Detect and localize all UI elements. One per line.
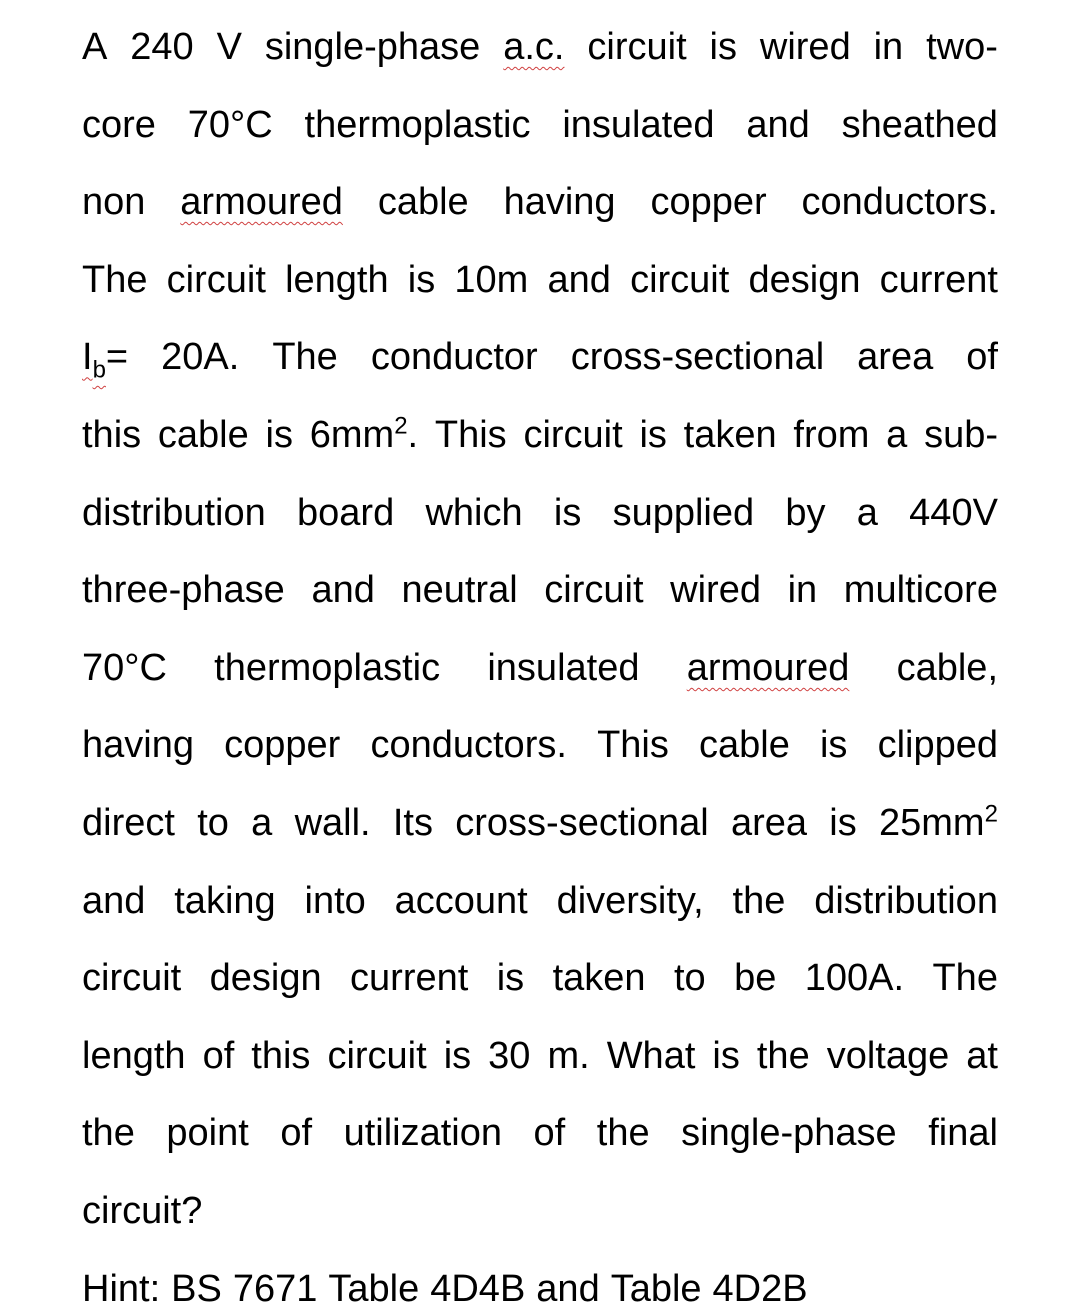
word bbox=[571, 332, 824, 382]
word bbox=[748, 255, 860, 305]
word-text: which bbox=[425, 491, 523, 534]
word-text: 240 bbox=[130, 26, 194, 68]
word bbox=[670, 565, 761, 615]
word bbox=[217, 22, 242, 72]
word-text: of bbox=[202, 1034, 235, 1077]
word-text: circuit bbox=[166, 258, 266, 301]
word-text: V bbox=[216, 26, 242, 68]
word bbox=[82, 332, 128, 382]
word-text: by bbox=[785, 491, 826, 534]
text-line bbox=[82, 643, 998, 693]
word bbox=[547, 1031, 589, 1081]
word bbox=[557, 876, 704, 926]
word bbox=[82, 720, 194, 770]
word bbox=[82, 177, 145, 227]
word bbox=[548, 255, 611, 305]
word-text: of bbox=[966, 336, 998, 379]
word-text: sheathed bbox=[841, 103, 998, 146]
word-text: to bbox=[197, 802, 229, 844]
word bbox=[587, 22, 686, 72]
word bbox=[554, 488, 581, 538]
word bbox=[295, 798, 371, 848]
word-text: current bbox=[350, 957, 469, 1000]
word-text: final bbox=[928, 1112, 998, 1155]
word-text: a bbox=[886, 414, 908, 456]
word bbox=[966, 1031, 998, 1081]
word-text: A bbox=[82, 26, 108, 68]
word-text: conductor bbox=[370, 336, 538, 379]
text-line bbox=[82, 332, 998, 382]
word-text: sub- bbox=[924, 414, 998, 456]
word bbox=[82, 643, 167, 693]
word-text: and bbox=[311, 569, 375, 612]
word bbox=[966, 332, 998, 382]
word bbox=[731, 798, 807, 848]
word-text: diversity, bbox=[556, 879, 704, 922]
word bbox=[488, 1031, 530, 1081]
word bbox=[378, 177, 469, 227]
word-text: of bbox=[280, 1112, 313, 1155]
word bbox=[82, 953, 181, 1003]
word-text: point bbox=[166, 1112, 249, 1155]
word-text: core bbox=[82, 103, 156, 146]
word-text: utilization bbox=[343, 1112, 502, 1155]
word bbox=[350, 953, 468, 1003]
word-text: single-phase bbox=[264, 26, 481, 68]
word-text: circuit bbox=[327, 1034, 427, 1077]
word bbox=[188, 100, 273, 150]
word-text: circuit bbox=[82, 957, 182, 1000]
word-text: is bbox=[553, 491, 582, 534]
text-line bbox=[82, 798, 998, 848]
word bbox=[166, 1108, 248, 1158]
word bbox=[802, 177, 998, 227]
word-text: insulated bbox=[487, 646, 640, 689]
word bbox=[311, 565, 374, 615]
word bbox=[924, 410, 998, 460]
word-text: neutral bbox=[401, 569, 518, 612]
word-text: into bbox=[304, 879, 366, 922]
word bbox=[684, 410, 777, 460]
word-text: BS bbox=[171, 1267, 222, 1310]
word-text: The bbox=[272, 336, 338, 379]
misspelled-word: armoured bbox=[686, 646, 850, 689]
word-text: thermoplastic bbox=[214, 646, 441, 689]
word-text: The bbox=[932, 957, 998, 1000]
word-text: length bbox=[82, 1034, 186, 1077]
word-text: Table bbox=[610, 1267, 702, 1310]
word-text: 7671 bbox=[232, 1267, 318, 1310]
word bbox=[932, 953, 997, 1003]
word-text: a bbox=[251, 802, 273, 844]
word bbox=[430, 1264, 525, 1314]
word-text: This bbox=[597, 724, 669, 767]
word bbox=[408, 255, 435, 305]
word bbox=[310, 410, 418, 460]
word bbox=[553, 953, 646, 1003]
word bbox=[297, 488, 394, 538]
word-text: distribution bbox=[82, 491, 266, 534]
word-text: in bbox=[787, 569, 818, 612]
word-text: 70°C bbox=[82, 646, 167, 689]
word bbox=[174, 876, 275, 926]
text-line bbox=[82, 22, 998, 72]
word bbox=[909, 488, 998, 538]
word-text: 10m bbox=[454, 258, 529, 301]
word-text: the bbox=[732, 879, 786, 922]
word-text: cable, bbox=[896, 646, 998, 689]
word bbox=[305, 876, 366, 926]
word bbox=[171, 1264, 222, 1314]
word bbox=[82, 565, 285, 615]
word-text: is bbox=[496, 957, 525, 1000]
word-text: This bbox=[434, 414, 507, 456]
word-text: 4D2B bbox=[712, 1267, 808, 1310]
text-line bbox=[82, 953, 998, 1003]
word bbox=[814, 876, 998, 926]
word-text: conductors. bbox=[801, 181, 998, 224]
word bbox=[344, 1108, 502, 1158]
word bbox=[82, 798, 175, 848]
word bbox=[266, 410, 293, 460]
word-text: circuit bbox=[587, 26, 687, 68]
word bbox=[210, 953, 322, 1003]
word-text: taking bbox=[174, 879, 276, 922]
word bbox=[879, 798, 998, 848]
word-text: three-phase bbox=[82, 569, 285, 612]
word bbox=[805, 953, 904, 1003]
word-text: design bbox=[209, 957, 322, 1000]
word-text: the bbox=[596, 1112, 650, 1155]
word bbox=[710, 22, 737, 72]
word-text: is bbox=[829, 802, 857, 844]
word bbox=[699, 720, 790, 770]
word bbox=[842, 100, 998, 150]
word-text: wall. bbox=[294, 802, 371, 844]
word-text: is bbox=[819, 724, 848, 767]
text-line bbox=[82, 876, 998, 926]
word bbox=[158, 410, 249, 460]
word-text: in bbox=[873, 26, 904, 68]
word bbox=[371, 332, 538, 382]
text-line bbox=[82, 410, 998, 460]
word-text: taken bbox=[683, 414, 777, 456]
word bbox=[687, 643, 850, 693]
word-text: circuit bbox=[544, 569, 644, 612]
superscript: 2 bbox=[984, 800, 998, 828]
word bbox=[328, 1264, 419, 1314]
word bbox=[82, 1108, 135, 1158]
word bbox=[597, 1108, 650, 1158]
word-text: board bbox=[297, 491, 395, 534]
word-text: single-phase bbox=[681, 1112, 897, 1155]
text-line bbox=[82, 720, 998, 770]
word-text: and bbox=[547, 258, 611, 301]
word-text: from bbox=[793, 414, 870, 456]
word bbox=[265, 22, 480, 72]
word bbox=[82, 488, 266, 538]
word-text: the bbox=[756, 1034, 810, 1077]
word-text: is bbox=[407, 258, 436, 301]
word-text: 4D4B bbox=[430, 1267, 526, 1310]
word-text: current bbox=[879, 258, 998, 301]
word bbox=[712, 1031, 739, 1081]
word-text: cross-sectional bbox=[570, 336, 825, 379]
word-text: insulated bbox=[562, 103, 715, 146]
word bbox=[562, 100, 714, 150]
word bbox=[829, 798, 856, 848]
word-text: area bbox=[857, 336, 934, 379]
word bbox=[844, 565, 998, 615]
word-text: 6mm bbox=[309, 414, 395, 456]
word bbox=[285, 255, 389, 305]
word bbox=[674, 953, 706, 1003]
word bbox=[820, 720, 847, 770]
word bbox=[713, 1264, 808, 1314]
word bbox=[454, 255, 528, 305]
word-text: wired bbox=[759, 26, 851, 68]
word-text: voltage bbox=[826, 1034, 950, 1077]
word bbox=[523, 410, 622, 460]
word bbox=[827, 1031, 950, 1081]
word-text: circuit bbox=[630, 258, 730, 301]
word-text: Its bbox=[392, 802, 433, 844]
word-text: 440V bbox=[909, 491, 998, 534]
word-text: circuit bbox=[523, 414, 623, 456]
word bbox=[734, 953, 776, 1003]
word bbox=[613, 488, 755, 538]
word-text: m. bbox=[547, 1034, 590, 1077]
word-text: area bbox=[730, 802, 807, 844]
word bbox=[305, 100, 531, 150]
word-text: having bbox=[82, 724, 194, 767]
word-text: cable bbox=[377, 181, 469, 224]
word-text: thermoplastic bbox=[304, 103, 531, 146]
word bbox=[82, 255, 147, 305]
word-text: copper bbox=[650, 181, 767, 224]
word bbox=[886, 410, 907, 460]
superscript: 2 bbox=[394, 412, 408, 440]
word-text: a bbox=[856, 491, 878, 534]
word-text: of bbox=[533, 1112, 566, 1155]
word bbox=[857, 332, 933, 382]
word-text: Hint: bbox=[82, 1267, 161, 1310]
word-text: non bbox=[82, 181, 146, 224]
word bbox=[82, 22, 107, 72]
word-text: 25mm bbox=[878, 802, 985, 844]
word-text: What bbox=[606, 1034, 696, 1077]
word bbox=[733, 876, 786, 926]
word bbox=[926, 22, 998, 72]
text-line bbox=[82, 177, 998, 227]
word bbox=[444, 1031, 471, 1081]
word bbox=[878, 720, 998, 770]
word bbox=[327, 1031, 426, 1081]
word bbox=[82, 1264, 160, 1314]
word bbox=[393, 798, 433, 848]
word bbox=[395, 876, 528, 926]
word bbox=[251, 1031, 310, 1081]
word bbox=[82, 1186, 202, 1236]
word bbox=[630, 255, 729, 305]
punctuation: = bbox=[105, 336, 129, 379]
word-text: is bbox=[265, 414, 293, 456]
word bbox=[214, 643, 440, 693]
word bbox=[757, 1031, 810, 1081]
word bbox=[681, 1108, 896, 1158]
word-text: direct bbox=[82, 802, 175, 844]
word bbox=[793, 410, 869, 460]
misspelled-word: I bbox=[82, 336, 93, 379]
punctuation: . bbox=[407, 414, 419, 456]
word bbox=[251, 798, 272, 848]
word bbox=[435, 410, 507, 460]
misspelled-word: armoured bbox=[180, 181, 343, 224]
word bbox=[197, 798, 229, 848]
word-text: be bbox=[734, 957, 777, 1000]
word-text: at bbox=[966, 1034, 998, 1077]
word-text: circuit? bbox=[82, 1190, 203, 1232]
word-text: multicore bbox=[843, 569, 998, 612]
word bbox=[161, 332, 239, 382]
word bbox=[760, 22, 851, 72]
word-text: design bbox=[748, 258, 861, 301]
text-line bbox=[82, 1186, 998, 1236]
word bbox=[280, 1108, 312, 1158]
word-text: cable bbox=[699, 724, 790, 767]
word bbox=[167, 255, 266, 305]
word-text: two- bbox=[926, 26, 998, 68]
word-text: this bbox=[251, 1034, 311, 1077]
word bbox=[487, 643, 639, 693]
word bbox=[233, 1264, 318, 1314]
word-text: 70°C bbox=[187, 103, 273, 146]
word bbox=[544, 565, 643, 615]
word bbox=[82, 100, 156, 150]
word bbox=[746, 100, 809, 150]
word bbox=[785, 488, 825, 538]
word-text: this bbox=[82, 414, 142, 456]
word-text: and bbox=[82, 879, 146, 922]
word bbox=[880, 255, 998, 305]
word-text: the bbox=[82, 1112, 135, 1155]
word bbox=[504, 177, 616, 227]
word-text: conductors. bbox=[370, 724, 567, 767]
text-line bbox=[82, 100, 998, 150]
word-text: is bbox=[639, 414, 667, 456]
word bbox=[82, 410, 141, 460]
word-text: account bbox=[394, 879, 528, 922]
word-text: having bbox=[503, 181, 616, 224]
word-text: 20A. bbox=[161, 336, 240, 379]
word-text: clipped bbox=[877, 724, 998, 767]
hint-line bbox=[82, 1264, 998, 1314]
text-line bbox=[82, 488, 998, 538]
word bbox=[607, 1031, 696, 1081]
word bbox=[497, 953, 524, 1003]
word bbox=[650, 177, 766, 227]
word bbox=[897, 643, 998, 693]
word-text: 30 bbox=[488, 1034, 531, 1077]
word bbox=[370, 720, 566, 770]
word bbox=[425, 488, 522, 538]
word-text: taken bbox=[552, 957, 646, 1000]
word-text: is bbox=[443, 1034, 472, 1077]
text-line bbox=[82, 565, 998, 615]
word-text: The bbox=[82, 258, 148, 301]
word bbox=[82, 1031, 186, 1081]
word bbox=[597, 720, 669, 770]
word bbox=[874, 22, 904, 72]
word-text: and bbox=[536, 1267, 600, 1310]
subscript: b bbox=[92, 356, 106, 384]
word bbox=[401, 565, 517, 615]
misspelled-word: a.c. bbox=[503, 26, 565, 68]
word-text: length bbox=[285, 258, 389, 301]
word-text: supplied bbox=[612, 491, 755, 534]
word bbox=[928, 1108, 998, 1158]
word-text: is bbox=[709, 26, 737, 68]
word-text: distribution bbox=[814, 879, 998, 922]
word-text: copper bbox=[224, 724, 341, 767]
word bbox=[857, 488, 878, 538]
word bbox=[203, 1031, 235, 1081]
word-text: cross-sectional bbox=[455, 802, 709, 844]
word-text: to bbox=[673, 957, 706, 1000]
word bbox=[272, 332, 337, 382]
word-text: is bbox=[712, 1034, 740, 1077]
word bbox=[788, 565, 818, 615]
word bbox=[180, 177, 343, 227]
word bbox=[503, 22, 564, 72]
word bbox=[455, 798, 708, 848]
word bbox=[639, 410, 666, 460]
word-text: 100A. bbox=[804, 957, 905, 1000]
word bbox=[130, 22, 193, 72]
word-text: Table bbox=[328, 1267, 420, 1310]
text-line bbox=[82, 1031, 998, 1081]
text-line bbox=[82, 255, 998, 305]
word bbox=[224, 720, 340, 770]
word bbox=[611, 1264, 702, 1314]
word-text: wired bbox=[670, 569, 761, 612]
word bbox=[82, 876, 145, 926]
text-line bbox=[82, 1108, 998, 1158]
word-text: cable bbox=[157, 414, 249, 456]
word bbox=[536, 1264, 599, 1314]
word-text: and bbox=[746, 103, 810, 146]
word bbox=[534, 1108, 566, 1158]
